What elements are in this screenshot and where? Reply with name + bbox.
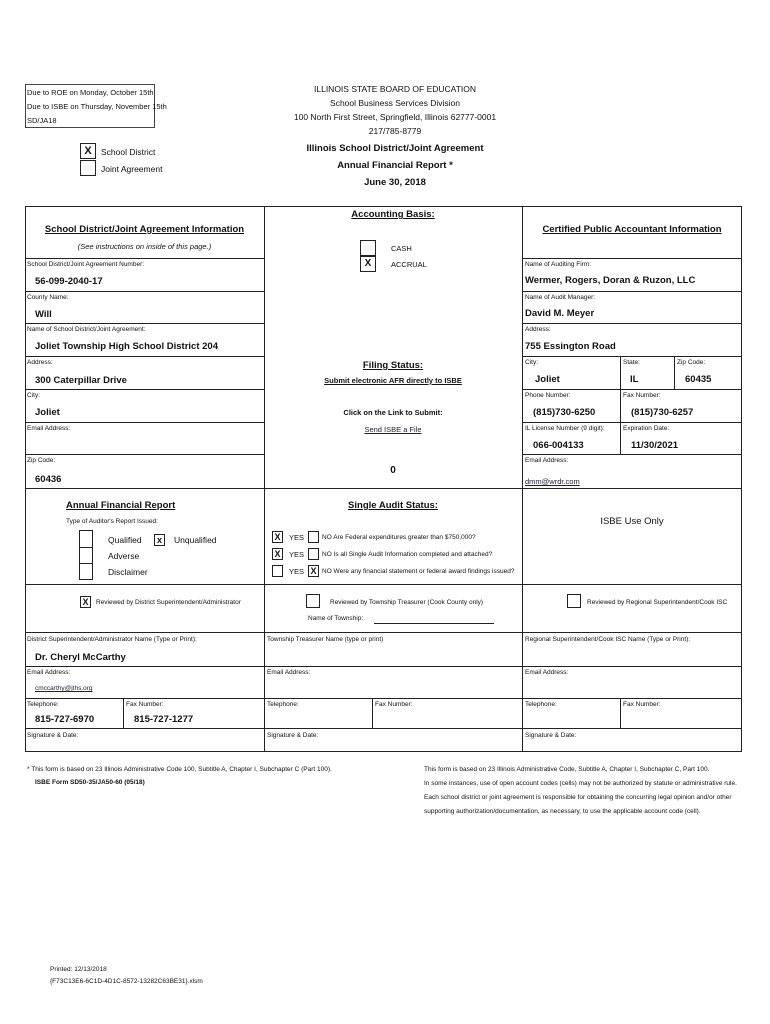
district-reviewed-label: Reviewed by District Superintendent/Administrator <box>96 599 241 606</box>
footer-note-4: supporting authorization/documentation, as necessary, to use the applicable account code (cell). <box>424 808 701 815</box>
form-date: June 30, 2018 <box>364 177 426 188</box>
single-audit-3-yes-label: YES <box>289 567 305 576</box>
cpa-state-label: State: <box>623 359 640 366</box>
cpa-phone-value: (815)730-6250 <box>533 407 596 418</box>
cpa-city-label: City: <box>525 359 538 366</box>
form-frame <box>25 206 742 752</box>
single-audit-2-question: NO Is all Single Audit Information completed and attached? <box>322 551 493 558</box>
footer-note-3: Each school district or joint agreement is responsible for obtaining the concurring legal opinion and/or other <box>424 794 732 801</box>
form-code-text: SD/JA18 <box>27 116 57 125</box>
unqualified-checkbox[interactable]: x <box>154 534 165 546</box>
regional-name-label: Regional Superintendent/Cook ISC Name (Type or Print): <box>525 636 691 643</box>
filing-status-heading: Filing Status: <box>362 360 424 371</box>
cash-checkbox[interactable] <box>360 240 376 256</box>
township-signature-label: Signature & Date: <box>267 732 319 739</box>
single-audit-3-question: NO Were any financial statement or federal award findings issued? <box>322 568 515 575</box>
regional-signature-label: Signature & Date: <box>525 732 577 739</box>
click-link-label: Click on the Link to Submit: <box>343 408 443 417</box>
accrual-checkbox[interactable]: X <box>360 256 376 272</box>
accrual-label: ACCRUAL <box>391 260 427 269</box>
isbe-form-number: ISBE Form SD50-35/JA50-60 (05/18) <box>35 779 145 786</box>
single-audit-3-yes-checkbox[interactable] <box>272 565 283 577</box>
adverse-label: Adverse <box>108 551 140 561</box>
cpa-email-value[interactable]: dmm@wrdr.com <box>525 477 580 486</box>
district-name-label: Name of School District/Joint Agreement: <box>27 326 146 333</box>
file-identifier: {F73C13E6-6C1D-4D1C-8572-13282C63BE31}.xlsm <box>50 978 203 985</box>
submission-count: 0 <box>390 465 396 476</box>
cpa-city-value: Joliet <box>535 374 560 385</box>
due-isbe-text: Due to ISBE on Thursday, November 15th <box>27 102 167 111</box>
auditor-report-bracket <box>79 530 93 580</box>
qualified-label: Qualified <box>108 535 142 545</box>
district-admin-name-label: District Superintendent/Administrator Name (Type or Print): <box>27 636 197 643</box>
regional-reviewed-checkbox[interactable] <box>567 594 581 608</box>
district-address-value: 300 Caterpillar Drive <box>35 375 127 386</box>
auditor-report-type-label: Type of Auditor's Report Issued: <box>66 518 158 525</box>
cpa-zip-label: Zip Code: <box>677 359 706 366</box>
township-treasurer-name-label: Township Treasurer Name (type or print) <box>267 636 384 643</box>
audit-manager-value: David M. Meyer <box>525 308 595 319</box>
district-admin-email-value[interactable]: cmccarthy@jths.org <box>35 685 93 692</box>
single-audit-1-question: NO Are Federal expenditures greater than $750,000? <box>322 534 476 541</box>
cpa-phone-label: Phone Number: <box>525 392 571 399</box>
license-label: IL License Number (9 digit): <box>525 425 605 432</box>
single-audit-heading: Single Audit Status: <box>348 500 438 511</box>
school-district-checkbox[interactable]: X <box>80 143 96 159</box>
district-zip-label: Zip Code: <box>27 457 56 464</box>
cpa-fax-label: Fax Number: <box>623 392 661 399</box>
due-roe-text: Due to ROE on Monday, October 15th <box>27 88 154 97</box>
district-email-label: Email Address: <box>27 425 71 432</box>
district-admin-signature-label: Signature & Date: <box>27 732 79 739</box>
district-number-label: School District/Joint Agreement Number: <box>27 261 145 268</box>
township-fax-label: Fax Number: <box>375 701 413 708</box>
township-name-line <box>374 623 494 624</box>
agency-division: School Business Services Division <box>330 98 460 108</box>
regional-fax-label: Fax Number: <box>623 701 661 708</box>
district-info-heading: School District/Joint Agreement Information <box>44 224 245 235</box>
footnote-code-reference: * This form is based on 23 Illinois Administrative Code 100, Subtitle A, Chapter I, Subchapter C (Part 100). <box>27 766 332 773</box>
township-phone-label: Telephone: <box>267 701 299 708</box>
joint-agreement-label: Joint Agreement <box>101 164 163 174</box>
cpa-zip-value: 60435 <box>685 374 712 385</box>
form-title: Illinois School District/Joint Agreement <box>306 143 484 154</box>
isbe-use-only-label: ISBE Use Only <box>600 516 664 527</box>
single-audit-2-no-checkbox[interactable] <box>308 548 319 560</box>
single-audit-2-yes-label: YES <box>289 550 305 559</box>
district-admin-phone-value: 815-727-6970 <box>35 714 95 725</box>
county-value: Will <box>35 309 52 320</box>
joint-agreement-checkbox[interactable] <box>80 160 96 176</box>
district-info-instructions: (See instructions on inside of this page.) <box>77 242 212 251</box>
single-audit-1-yes-checkbox[interactable]: X <box>272 531 283 543</box>
regional-email-label: Email Address: <box>525 669 569 676</box>
cpa-email-label: Email Address: <box>525 457 569 464</box>
footer-note-1: This form is based on 23 Illinois Administrative Code, Subtitle A, Chapter I, Subchapter C, Part 100. <box>424 766 710 773</box>
firm-value: Wermer, Rogers, Doran & Ruzon, LLC <box>525 275 696 286</box>
cpa-address-value: 755 Essington Road <box>525 341 616 352</box>
cpa-fax-value: (815)730-6257 <box>631 407 694 418</box>
county-label: County Name: <box>27 294 69 301</box>
cpa-info-heading: Certified Public Accountant Information <box>542 224 722 235</box>
disclaimer-label: Disclaimer <box>108 567 148 577</box>
agency-phone: 217/785-8779 <box>368 126 422 136</box>
district-admin-name-value: Dr. Cheryl McCarthy <box>35 652 126 663</box>
district-admin-email-label: Email Address: <box>27 669 71 676</box>
district-city-label: City: <box>27 392 40 399</box>
district-name-value: Joliet Township High School District 204 <box>35 341 218 352</box>
district-address-label: Address: <box>27 359 53 366</box>
district-admin-fax-label: Fax Number: <box>126 701 164 708</box>
filing-status-note: Submit electronic AFR directly to ISBE <box>324 376 462 385</box>
single-audit-1-yes-label: YES <box>289 533 305 542</box>
district-admin-fax-value: 815-727-1277 <box>134 714 194 725</box>
single-audit-3-no-checkbox[interactable]: X <box>308 565 319 577</box>
audit-manager-label: Name of Audit Manager: <box>525 294 596 301</box>
accounting-basis-heading: Accounting Basis: <box>351 209 435 220</box>
form-subtitle: Annual Financial Report * <box>337 160 453 171</box>
township-reviewed-label: Reviewed by Township Treasurer (Cook County only) <box>330 599 484 606</box>
firm-label: Name of Auditing Firm: <box>525 261 592 268</box>
afr-heading: Annual Financial Report <box>66 500 176 511</box>
expiration-value: 11/30/2021 <box>631 440 679 451</box>
cash-label: CASH <box>391 244 412 253</box>
unqualified-label: Unqualified <box>174 535 217 545</box>
district-city-value: Joliet <box>35 407 60 418</box>
printed-date: Printed: 12/13/2018 <box>50 966 107 973</box>
cpa-address-label: Address: <box>525 326 551 333</box>
expiration-label: Expiration Date: <box>623 425 670 432</box>
township-email-label: Email Address: <box>267 669 311 676</box>
district-admin-phone-label: Telephone: <box>27 701 59 708</box>
regional-phone-label: Telephone: <box>525 701 557 708</box>
send-isbe-file-link[interactable]: Send ISBE a File <box>364 425 422 434</box>
district-number-value: 56-099-2040-17 <box>35 276 103 287</box>
agency-name: ILLINOIS STATE BOARD OF EDUCATION <box>314 84 476 94</box>
license-value: 066-004133 <box>533 440 584 451</box>
district-zip-value: 60436 <box>35 474 62 485</box>
agency-address: 100 North First Street, Springfield, Illinois 62777-0001 <box>293 112 497 122</box>
township-reviewed-checkbox[interactable] <box>306 594 320 608</box>
township-name-label: Name of Township: <box>308 615 364 622</box>
single-audit-1-no-checkbox[interactable] <box>308 531 319 543</box>
regional-reviewed-label: Reviewed by Regional Superintendent/Cook ISC <box>587 599 728 606</box>
single-audit-2-yes-checkbox[interactable]: X <box>272 548 283 560</box>
footer-note-2: In some instances, use of open account codes (cells) may not be authorized by statute or administrative rule. <box>424 780 737 787</box>
cpa-state-value: IL <box>630 374 639 385</box>
school-district-label: School District <box>101 147 156 157</box>
district-reviewed-checkbox[interactable]: X <box>80 596 91 608</box>
